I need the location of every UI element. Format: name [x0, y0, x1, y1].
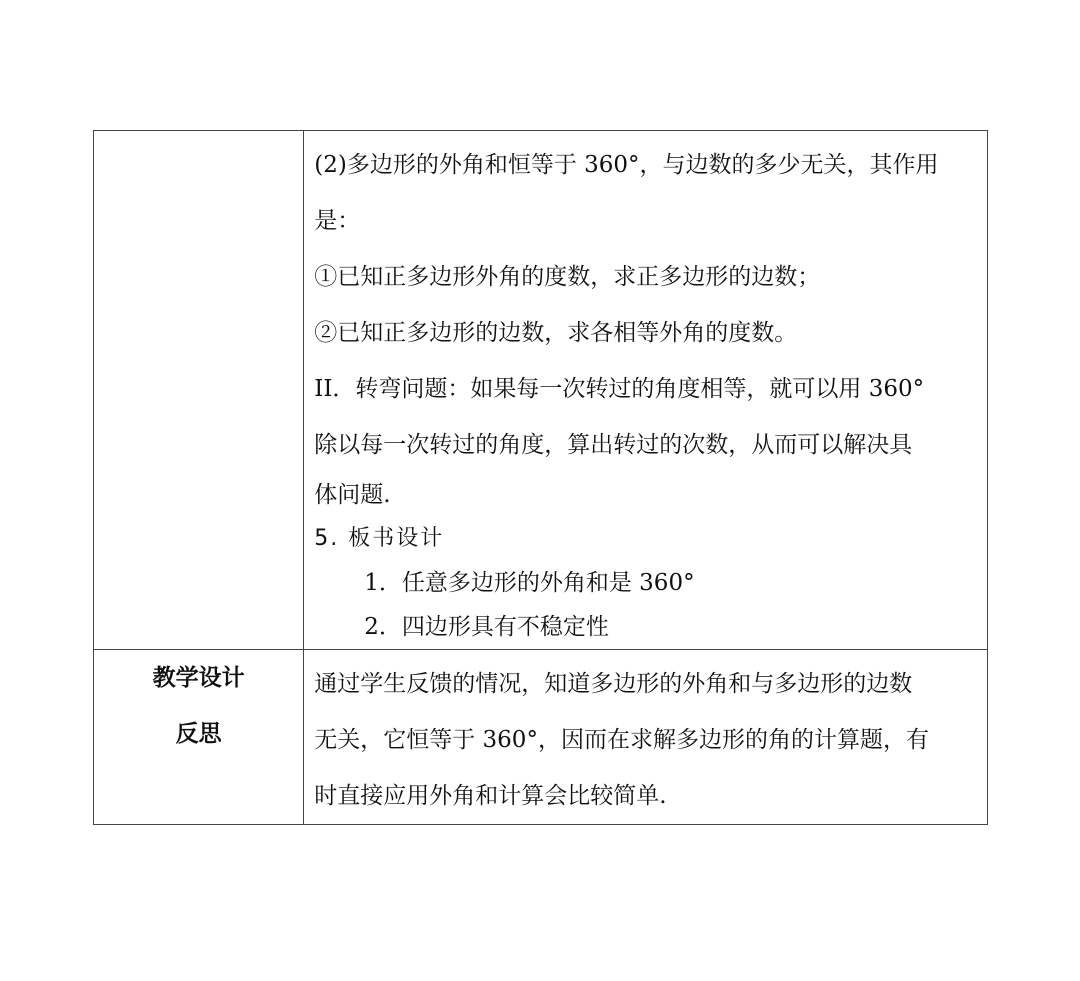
lesson-table: [93, 130, 988, 825]
text-line: ①已知正多边形外角的度数，求正多边形的边数；: [314, 264, 821, 290]
reflection-cell: [304, 650, 988, 825]
list-item: 2．四边形具有不稳定性: [364, 614, 609, 640]
label-line: 教学设计: [152, 665, 245, 691]
content-cell: [304, 131, 988, 650]
list-item: 1．任意多边形的外角和是 360°: [364, 570, 695, 596]
label-cell-empty: [94, 131, 304, 650]
text-line: 通过学生反馈的情况，知道多边形的外角和与多边形的边数: [314, 671, 913, 697]
text-line: 体问题.: [314, 482, 391, 508]
table-row: [94, 131, 988, 650]
label-cell: [94, 650, 304, 825]
section-heading: 5. 板书设计: [314, 526, 445, 551]
text-line: (2)多边形的外角和恒等于 360°，与边数的多少无关，其作用: [314, 152, 939, 178]
text-line: 是：: [314, 208, 361, 234]
text-line: 除以每一次转过的角度，算出转过的次数，从而可以解决具: [314, 432, 913, 458]
text-line: 时直接应用外角和计算会比较简单.: [314, 783, 667, 809]
text-line: ②已知正多边形的边数，求各相等外角的度数。: [314, 320, 798, 346]
label-line: 反思: [175, 721, 222, 747]
table-row: [94, 650, 988, 825]
text-line: 无关，它恒等于 360°，因而在求解多边形的角的计算题，有: [314, 727, 929, 753]
text-line: II．转弯问题：如果每一次转过的角度相等，就可以用 360°: [314, 376, 925, 402]
